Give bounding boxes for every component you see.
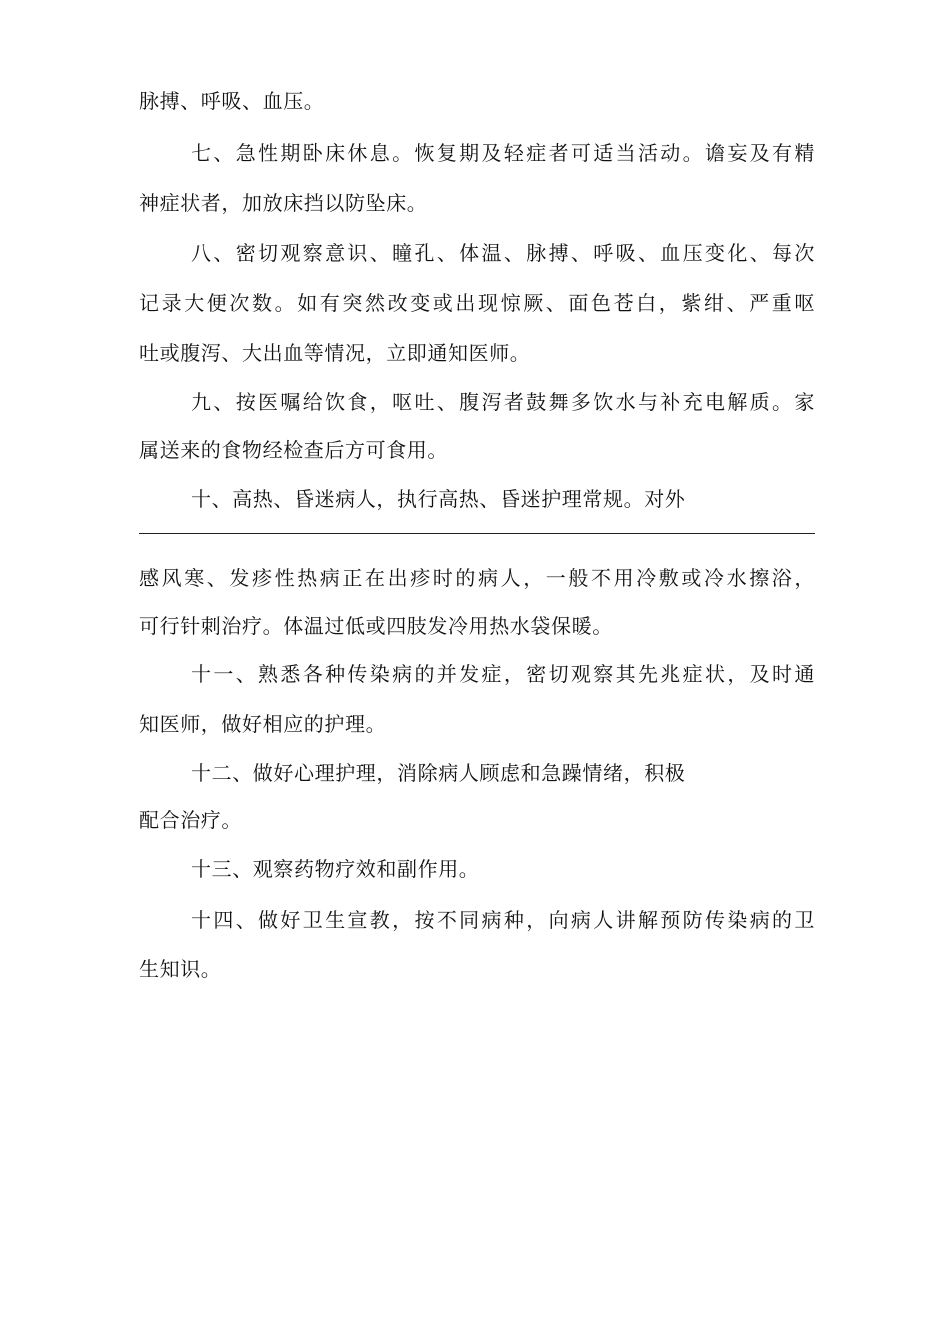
text-line: 脉搏、呼吸、血压。 [139,89,325,113]
paragraph-9-line-2: 属送来的食物经检查后方可食用。 [139,438,448,462]
paragraph-13: 十三、观察药物疗效和副作用。 [191,857,480,881]
horizontal-rule [139,533,815,534]
paragraph-7-line-1: 七、急性期卧床休息。恢复期及轻症者可适当活动。谵妄及有精 [191,141,815,165]
paragraph-14-line-2: 生知识。 [139,957,222,981]
paragraph-11-line-1: 十一、熟悉各种传染病的并发症，密切观察其先兆症状，及时通 [191,662,815,686]
paragraph-10-line-1: 十、高热、昏迷病人，执行高热、昏迷护理常规。对外 [191,487,686,511]
paragraph-12-line-1: 十二、做好心理护理，消除病人顾虑和急躁情绪，积极 [191,761,686,785]
paragraph-8-line-1: 八、密切观察意识、瞳孔、体温、脉搏、呼吸、血压变化、每次 [191,241,815,265]
paragraph-14-line-1: 十四、做好卫生宣教，按不同病种，向病人讲解预防传染病的卫 [191,908,815,932]
paragraph-8-line-2: 记录大便次数。如有突然改变或出现惊厥、面色苍白，紫绀、严重呕 [139,291,815,315]
paragraph-8-line-3: 吐或腹泻、大出血等情况，立即通知医师。 [139,341,531,365]
paragraph-11-line-2: 知医师，做好相应的护理。 [139,712,387,736]
paragraph-10-line-3: 可行针刺治疗。体温过低或四肢发冷用热水袋保暖。 [139,614,613,638]
paragraph-7-line-2: 神症状者，加放床挡以防坠床。 [139,191,428,215]
paragraph-12-line-2: 配合治疗。 [139,808,242,832]
paragraph-10-line-2: 感风寒、发疹性热病正在出疹时的病人，一般不用冷敷或冷水擦浴， [139,566,815,590]
paragraph-9-line-1: 九、按医嘱给饮食，呕吐、腹泻者鼓舞多饮水与补充电解质。家 [191,390,815,414]
